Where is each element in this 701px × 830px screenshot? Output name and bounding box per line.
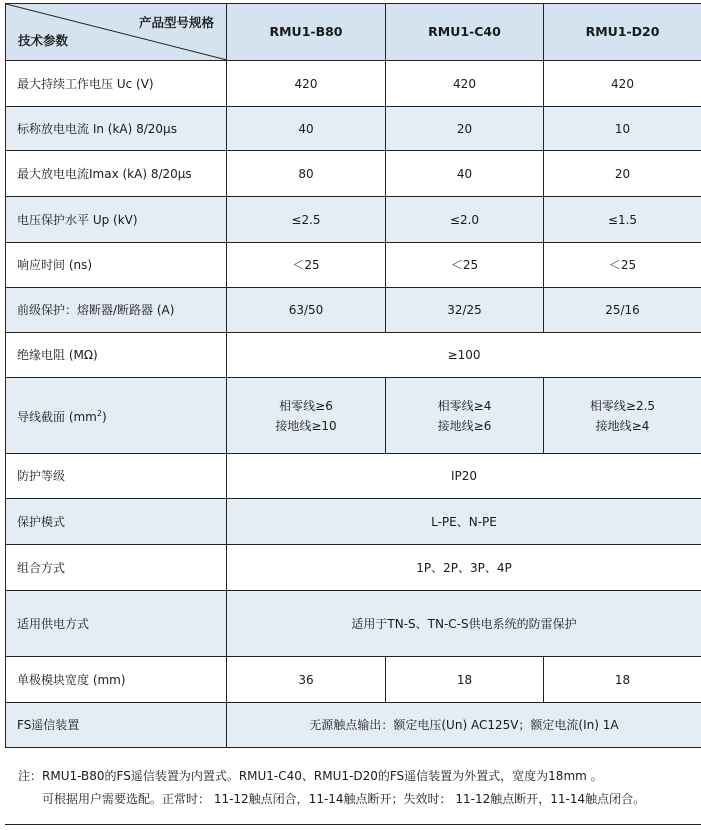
value-cell: 420 xyxy=(544,61,701,107)
model-header: RMU1-D20 xyxy=(544,4,701,61)
value-cell: 32/25 xyxy=(386,288,544,333)
value-cell: 18 xyxy=(544,657,701,703)
value-cell: 40 xyxy=(386,151,544,197)
value-cell: ＜25 xyxy=(227,243,386,288)
value-cell: 420 xyxy=(386,61,544,107)
value-line: 接地线≥4 xyxy=(595,418,650,433)
value-line: 相零线≥4 xyxy=(437,398,492,413)
value-cell: ≤1.5 xyxy=(544,197,701,243)
value-cell: 25/16 xyxy=(544,288,701,333)
param-label: 前级保护：熔断器/断路器 (A) xyxy=(6,288,227,333)
table-row xyxy=(6,378,701,454)
merged-value-cell: IP20 xyxy=(227,454,701,499)
param-label: 标称放电电流 In (kA) 8/20μs xyxy=(6,107,227,151)
param-label: FS遥信装置 xyxy=(6,703,227,748)
value-cell: 20 xyxy=(544,151,701,197)
param-label: 防护等级 xyxy=(6,454,227,499)
param-label: 最大放电电流Imax (kA) 8/20μs xyxy=(6,151,227,197)
param-label: 电压保护水平 Up (kV) xyxy=(6,197,227,243)
value-line: 接地线≥6 xyxy=(437,418,492,433)
table-header-row xyxy=(6,4,701,61)
bottom-rule xyxy=(5,824,701,825)
value-line: 相零线≥2.5 xyxy=(589,398,656,413)
param-label: 最大持续工作电压 Uc (V) xyxy=(6,61,227,107)
value-cell: ＜25 xyxy=(544,243,701,288)
table-row xyxy=(6,197,701,243)
param-label: 适用供电方式 xyxy=(6,591,227,657)
value-cell xyxy=(386,378,544,454)
value-cell xyxy=(544,378,701,454)
footnotes xyxy=(18,765,645,811)
table-row xyxy=(6,657,701,703)
footnote-line: 注：RMU1-B80的FS遥信装置为内置式。RMU1-C40、RMU1-D20的FS遥信装置为外置式，宽度为18mm 。 xyxy=(18,769,603,783)
value-cell: 20 xyxy=(386,107,544,151)
footnote-line: 可根据用户需要选配。正常时： 11-12触点闭合，11-14触点断开；失效时： 11-12触点断开，11-14触点闭合。 xyxy=(42,792,646,806)
param-label: 导线截面 $(mm^2)$ xyxy=(6,378,227,454)
merged-value-cell: 1P、2P、3P、4P xyxy=(227,545,701,591)
merged-value-cell: ≥100 xyxy=(227,333,701,378)
value-line: 相零线≥6 xyxy=(279,398,333,413)
table-row xyxy=(6,499,701,545)
merged-value-cell: L-PE、N-PE xyxy=(227,499,701,545)
table-row xyxy=(6,61,701,107)
table-row xyxy=(6,107,701,151)
model-header: RMU1-C40 xyxy=(386,4,544,61)
model-header: RMU1-B80 xyxy=(227,4,386,61)
param-label: 响应时间 (ns) xyxy=(6,243,227,288)
value-cell: 40 xyxy=(227,107,386,151)
merged-value-cell: 适用于TN-S、TN-C-S供电系统的防雷保护 xyxy=(227,591,701,657)
value-cell: ≤2.0 xyxy=(386,197,544,243)
merged-value-cell: 无源触点输出：额定电压(Un) AC125V；额定电流(In) 1A xyxy=(227,703,701,748)
value-cell: 420 xyxy=(227,61,386,107)
table-row xyxy=(6,591,701,657)
param-label: 单极模块宽度 (mm) xyxy=(6,657,227,703)
value-cell: ＜25 xyxy=(386,243,544,288)
value-line: 接地线≥10 xyxy=(275,418,337,433)
value-cell: 18 xyxy=(386,657,544,703)
value-cell: 80 xyxy=(227,151,386,197)
header-corner-cell xyxy=(6,4,227,61)
table-row xyxy=(6,703,701,748)
value-cell: 10 xyxy=(544,107,701,151)
table-row xyxy=(6,454,701,499)
value-cell: ≤2.5 xyxy=(227,197,386,243)
table-row xyxy=(6,151,701,197)
param-label: 组合方式 xyxy=(6,545,227,591)
corner-label-params: 技术参数 xyxy=(18,33,69,48)
corner-label-model: 产品型号规格 xyxy=(138,15,214,30)
param-label: 保护模式 xyxy=(6,499,227,545)
value-cell: 36 xyxy=(227,657,386,703)
table-row xyxy=(6,288,701,333)
param-label: 绝缘电阻 (MΩ) xyxy=(6,333,227,378)
table-row xyxy=(6,333,701,378)
table-row xyxy=(6,243,701,288)
value-cell xyxy=(227,378,386,454)
value-cell: 63/50 xyxy=(227,288,386,333)
spec-table xyxy=(5,3,701,748)
table-row xyxy=(6,545,701,591)
